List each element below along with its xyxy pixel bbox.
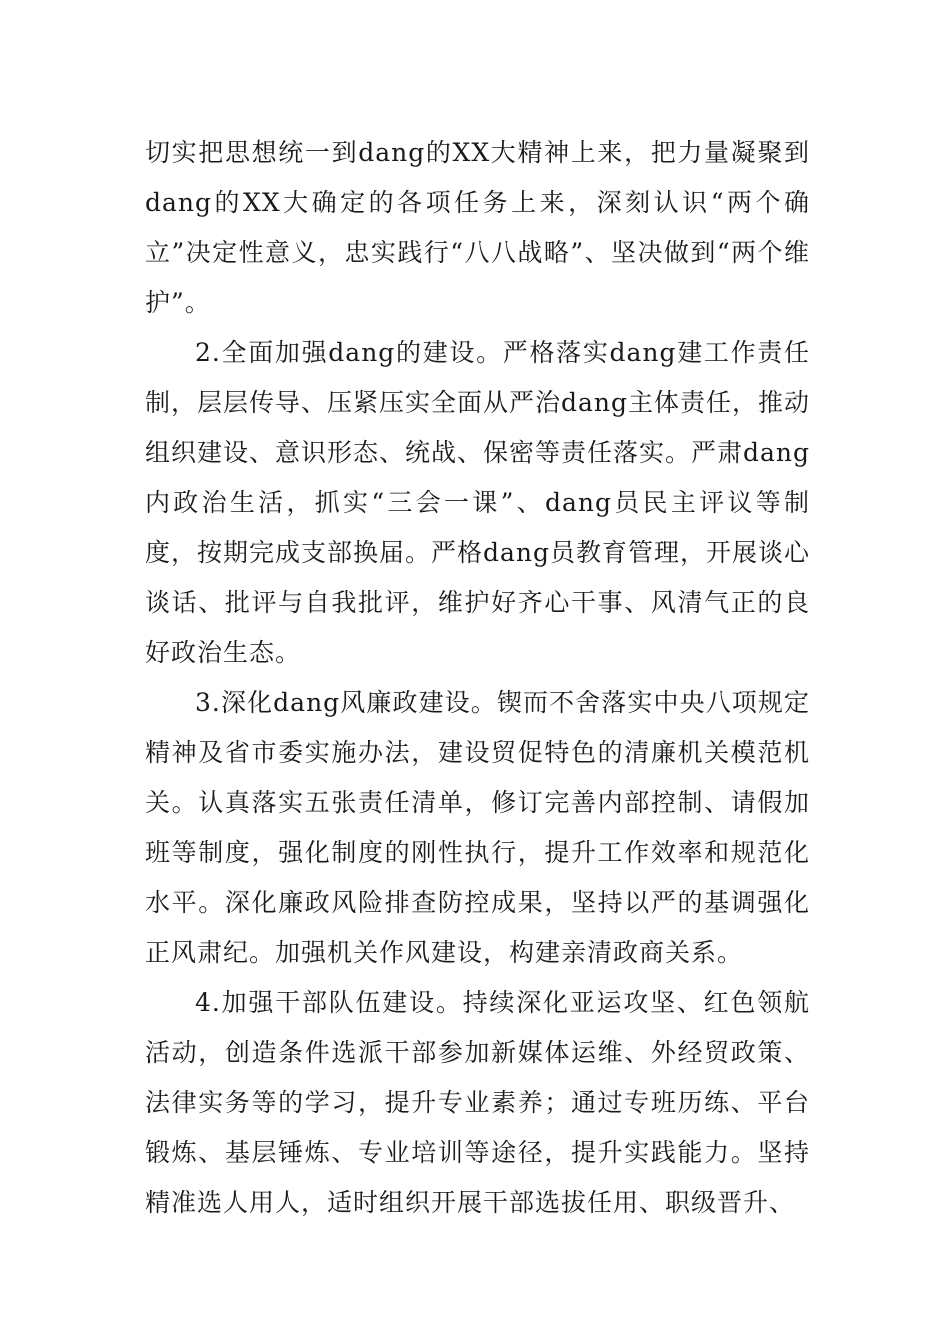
paragraph-party-building: 2.全面加强dang的建设。严格落实dang建工作责任制，层层传导、压紧压实全面从严治dang主体责任，推动组织建设、意识形态、统战、保密等责任落实。严肃dang内政治生活，抓实“三会一课”、dang员民主评议等制度，按期完成支部换届。严格dang员教育管理，开展谈心谈话、批评与自我批评，维护好齐心干事、风清气正的良好政治生态。 bbox=[145, 338, 811, 667]
paragraph-cadre-team: 4.加强干部队伍建设。持续深化亚运攻坚、红色领航活动，创造条件选派干部参加新媒体运维、外经贸政策、法律实务等的学习，提升专业素养；通过专班历练、平台锻炼、基层锤炼、专业培训等途径，提升实践能力。坚持精准选人用人，适时组织开展干部选拔任用、职级晋升、 bbox=[145, 988, 810, 1217]
paragraph-clean-governance: 3.深化dang风廉政建设。锲而不舍落实中央八项规定精神及省市委实施办法，建设贸促特色的清廉机关模范机关。认真落实五张责任清单，修订完善内部控制、请假加班等制度，强化制度的刚性执行，提升工作效率和规范化水平。深化廉政风险排查防控成果，坚持以严的基调强化正风肃纪。加强机关作风建设，构建亲清政商关系。 bbox=[145, 688, 810, 967]
document-body bbox=[145, 128, 810, 1228]
paragraph-continuation: 切实把思想统一到dang的XX大精神上来，把力量凝聚到dang的XX大确定的各项任务上来，深刻认识“两个确立”决定性意义，忠实践行“八八战略”、坚决做到“两个维护”。 bbox=[145, 138, 810, 317]
